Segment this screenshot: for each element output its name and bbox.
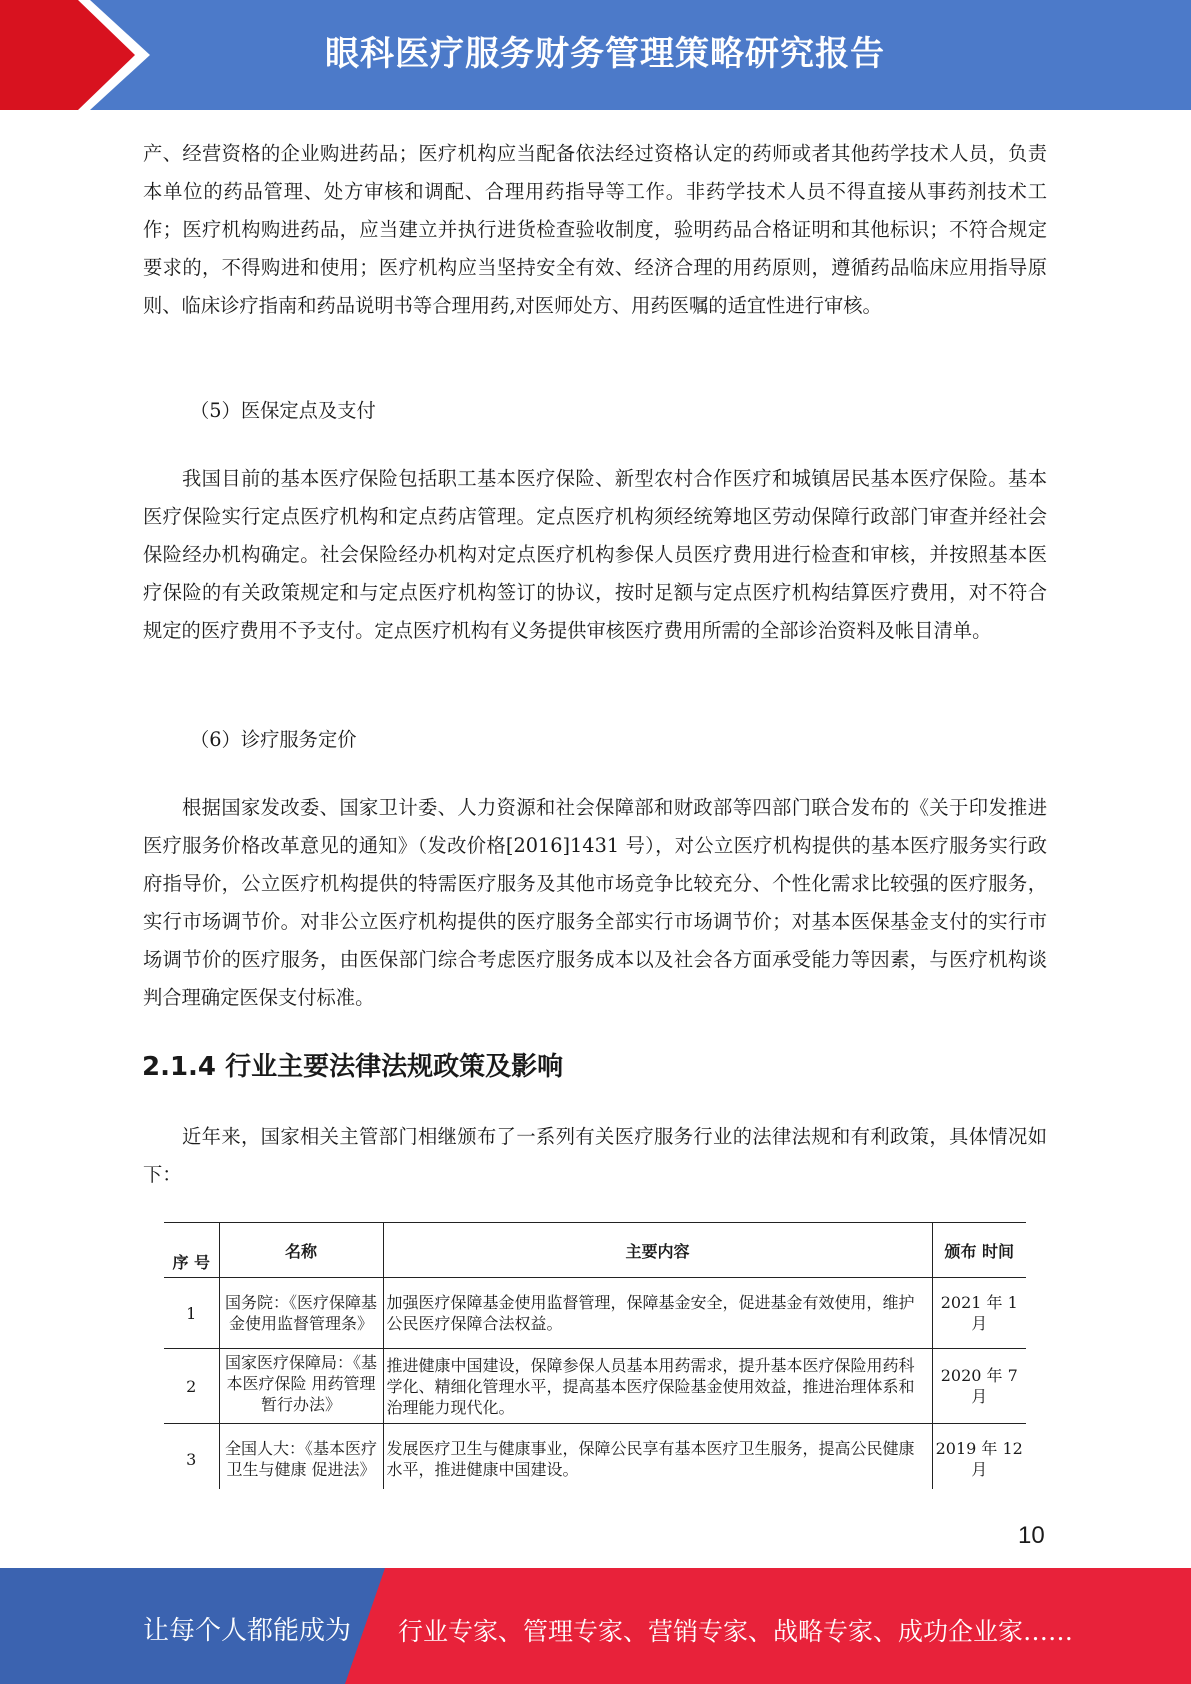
header-date: 颁布 时间 bbox=[932, 1223, 1026, 1278]
paragraph-intro: 近年来，国家相关主管部门相继颁布了一系列有关医疗服务行业的法律法规和有利政策，具体情况如下： bbox=[143, 1125, 1047, 1186]
cell-content: 推进健康中国建设，保障参保人员基本用药需求，提升基本医疗保险用药科学化、精细化管理水平，提高基本医疗保险基金使用效益，推进治理体系和治理能力现代化。 bbox=[383, 1349, 932, 1424]
cell-name: 国务院：《医疗保障基金使用监督管理条》 bbox=[219, 1278, 383, 1349]
table-header-row bbox=[164, 1223, 1026, 1278]
header-name: 名称 bbox=[219, 1223, 383, 1278]
subheading-medical-insurance: （5）医保定点及支付 bbox=[190, 399, 376, 422]
cell-seq: 2 bbox=[164, 1349, 219, 1424]
paragraph-pricing: 根据国家发改委、国家卫计委、人力资源和社会保障部和财政部等四部门联合发布的《关于印发推进医疗服务价格改革意见的通知》（发改价格[2016]1431 号），对公立医疗机构提供的基本医疗服务实行政府指导价，公立医疗机构提供的特需医疗服务及其他市场竞争比较充分、个性化需求比较强的医疗服务，实行市场调节价。对非公立医疗机构提供的医疗服务全部实行市场调节价；对基本医保基金支付的实行市场调节价的医疗服务，由医保部门综合考虑医疗服务成本以及社会各方面承受能力等因素，与医疗机构谈判合理确定医保支付标准。 bbox=[143, 796, 1047, 1009]
cell-seq: 3 bbox=[164, 1424, 219, 1490]
table-row bbox=[164, 1349, 1026, 1424]
cell-date: 2021 年 1 月 bbox=[932, 1278, 1026, 1349]
footer-slogan-left: 让每个人都能成为 bbox=[143, 1616, 352, 1646]
table-row bbox=[164, 1424, 1026, 1490]
cell-date: 2020 年 7 月 bbox=[932, 1349, 1026, 1424]
header-title: 眼科医疗服务财务管理策略研究报告 bbox=[325, 34, 885, 74]
cell-content: 发展医疗卫生与健康事业，保障公民享有基本医疗卫生服务，提高公民健康水平，推进健康中国建设。 bbox=[383, 1424, 932, 1490]
cell-date: 2019 年 12 月 bbox=[932, 1424, 1026, 1490]
subheading-pricing: （6）诊疗服务定价 bbox=[190, 728, 357, 751]
page-header bbox=[0, 0, 1191, 110]
section-heading: 2.1.4 行业主要法律法规政策及影响 bbox=[142, 1052, 564, 1082]
cell-seq: 1 bbox=[164, 1278, 219, 1349]
paragraph-medical-insurance: 我国目前的基本医疗保险包括职工基本医疗保险、新型农村合作医疗和城镇居民基本医疗保险。基本医疗保险实行定点医疗机构和定点药店管理。定点医疗机构须经统筹地区劳动保障行政部门审查并经社会保险经办机构确定。社会保险经办机构对定点医疗机构参保人员医疗费用进行检查和审核，并按照基本医疗保险的有关政策规定和与定点医疗机构签订的协议，按时足额与定点医疗机构结算医疗费用，对不符合规定的医疗费用不予支付。定点医疗机构有义务提供审核医疗费用所需的全部诊治资料及帐目清单。 bbox=[143, 467, 1047, 642]
cell-name: 全国人大：《基本医疗卫生与健康 促进法》 bbox=[219, 1424, 383, 1490]
cell-name: 国家医疗保障局：《基本医疗保险 用药管理暂行办法》 bbox=[224, 1353, 377, 1414]
policy-table bbox=[164, 1222, 1026, 1489]
cell-content: 加强医疗保障基金使用监督管理，保障基金安全，促进基金有效使用，维护公民医疗保障合法权益。 bbox=[383, 1278, 932, 1349]
header-seq: 序 号 bbox=[164, 1223, 219, 1278]
page-number: 10 bbox=[1018, 1522, 1045, 1549]
table-row bbox=[164, 1278, 1026, 1349]
footer-slogan-right: 行业专家、管理专家、营销专家、战略专家、成功企业家…… bbox=[398, 1617, 1074, 1646]
header-content: 主要内容 bbox=[383, 1223, 932, 1278]
paragraph-drug-management: 产、经营资格的企业购进药品；医疗机构应当配备依法经过资格认定的药师或者其他药学技术人员，负责本单位的药品管理、处方审核和调配、合理用药指导等工作。非药学技术人员不得直接从事药剂技术工作；医疗机构购进药品，应当建立并执行进货检查验收制度，验明药品合格证明和其他标识；不符合规定要求的，不得购进和使用；医疗机构应当坚持安全有效、经济合理的用药原则，遵循药品临床应用指导原则、临床诊疗指南和药品说明书等合理用药,对医师处方、用药医嘱的适宜性进行审核。 bbox=[143, 142, 1047, 317]
